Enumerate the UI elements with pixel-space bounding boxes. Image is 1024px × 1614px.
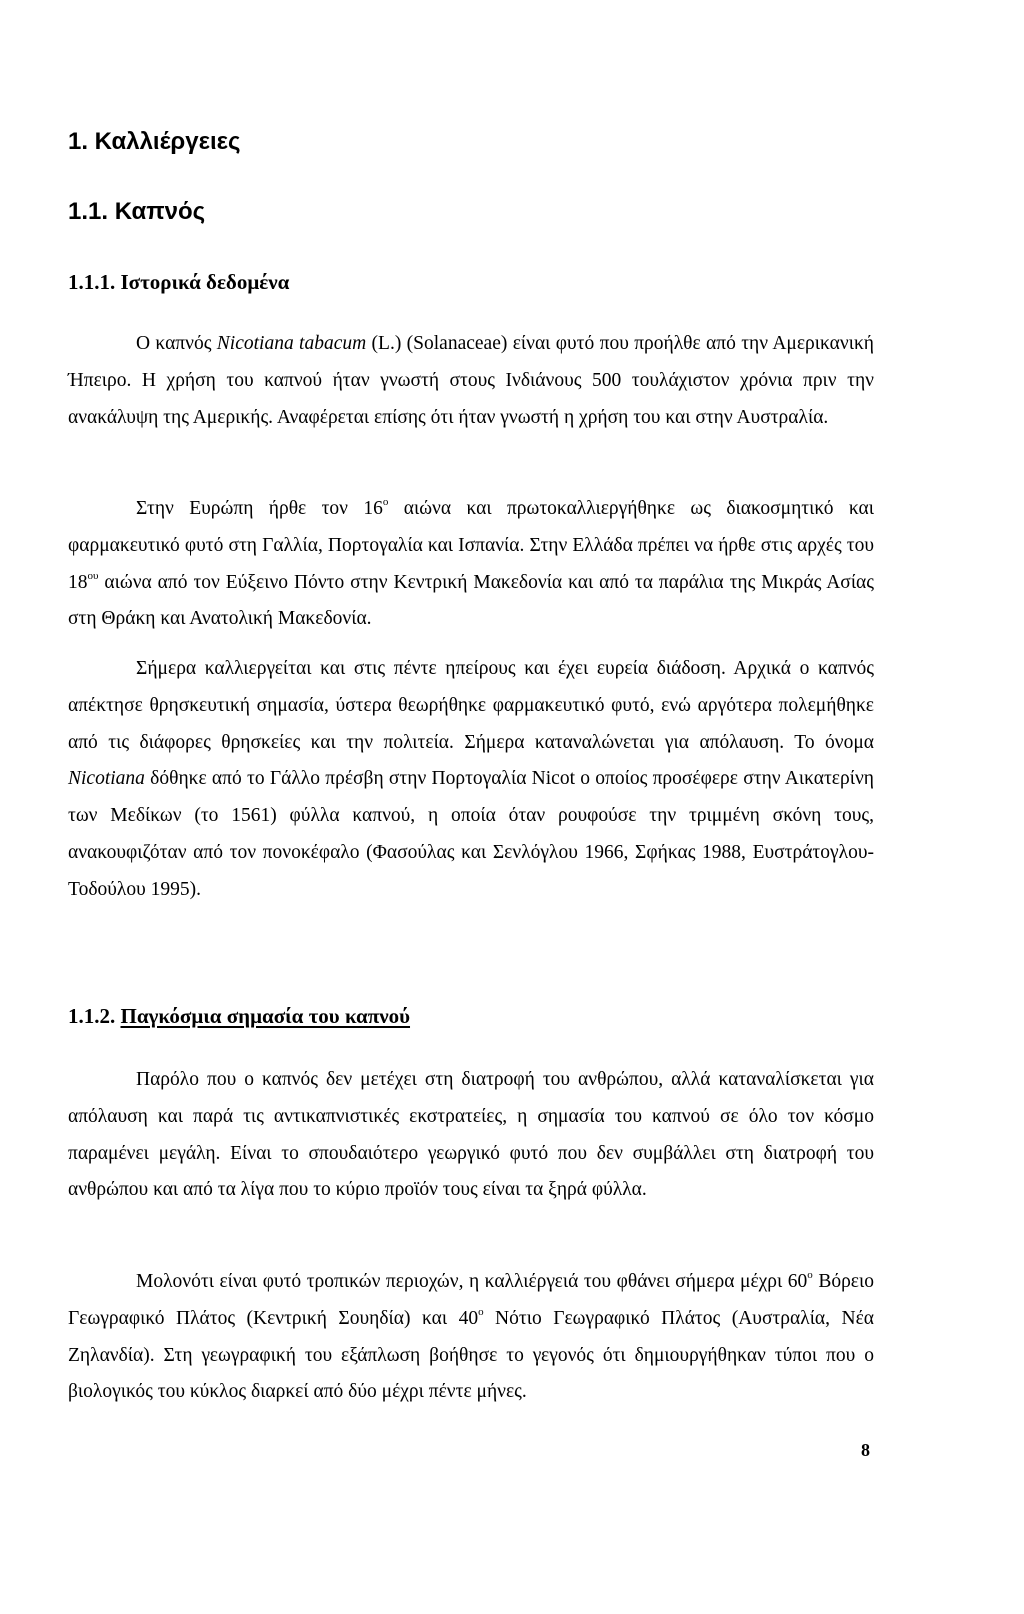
paragraph-distribution-text-b: Βόρειο Γεωγραφικό Πλάτος (Κεντρική Σουηδία) και 40 — [68, 1271, 874, 1329]
paragraph-europe — [68, 491, 874, 638]
paragraph-distribution-text-a: Μολονότι είναι φυτό τροπικών περιοχών, η καλλιέργειά του φθάνει σήμερα μέχρι 60 — [136, 1271, 808, 1292]
subsection-heading-importance — [68, 1004, 410, 1029]
paragraph-europe-text-c: αιώνα από τον Εύξεινο Πόντο στην Κεντρική Μακεδονία και από τα παράλια της Μικράς Ασίας στη Θράκη και Ανατολική Μακεδονία. — [68, 571, 874, 630]
section-heading: 1.1. Καπνός — [68, 198, 206, 225]
subsection-heading-history: 1.1.1. Ιστορικά δεδομένα — [68, 270, 290, 294]
subsection-title: Παγκόσμια σημασία του καπνού — [120, 1004, 411, 1028]
degree-sign: ο — [478, 1305, 484, 1318]
page-number: 8 — [861, 1440, 870, 1460]
subsection-number: 1.1.2. — [68, 1004, 116, 1028]
paragraph-origin-text-c: (L.) (Solanaceae) είναι φυτό που προήλθε από την Αμερικανική Ήπειρο. Η χρήση του καπνού ήταν γνωστή στους Ινδιάνους 500 τουλάχιστον χρόνια πριν την ανακάλυψη της Αμερικής. Αναφέρεται επίσης ότι ήταν γνωστή η χρήση του και στην Αυστραλία. — [68, 333, 874, 428]
species-name: Nicotiana tabacum — [216, 333, 367, 354]
paragraph-distribution — [68, 1264, 874, 1411]
paragraph-today — [68, 651, 874, 909]
paragraph-europe-text-a: Στην Ευρώπη ήρθε τον 16 — [136, 498, 383, 519]
paragraph-origin — [68, 326, 874, 436]
ordinal-suffix: ου — [87, 569, 99, 582]
chapter-heading: 1. Καλλιέργειες — [68, 128, 241, 155]
paragraph-distribution-text-c: Νότιο Γεωγραφικό Πλάτος (Αυστραλία, Νέα Ζηλανδία). Στη γεωγραφική του εξάπλωση βοήθησε το γεγονός ότι δημιουργήθηκαν τύποι που ο βιολογικός του κύκλος διαρκεί από δύο μέχρι πέντε μήνες. — [68, 1307, 874, 1403]
genus-name: Nicotiana — [68, 768, 145, 790]
paragraph-today-text-c: δόθηκε από το Γάλλο πρέσβη στην Πορτογαλία Nicot ο οποίος προσέφερε στην Αικατερίνη των Μεδίκων (το 1561) φύλλα καπνού, η οποία όταν ρουφούσε την τριμμένη σκόνη τους, ανακουφιζόταν από τον πονοκέφαλο (Φασούλας και Σενλόγλου 1966, Σφήκας 1988, Ευστράτογλου- Τοδούλου 1995). — [68, 768, 874, 900]
degree-sign: ο — [807, 1269, 813, 1281]
paragraph-europe-text-b: αιώνα και πρωτοκαλλιεργήθηκε ως διακοσμητικό και φαρμακευτικό φυτό στη Γαλλία, Πορτογαλία και Ισπανία. Στην Ελλάδα πρέπει να ήρθε στις αρχές του 18 — [68, 498, 874, 593]
paragraph-origin-text-a: Ο καπνός — [136, 333, 217, 354]
ordinal-suffix: ο — [382, 496, 389, 508]
paragraph-today-text-a: Σήμερα καλλιεργείται και στις πέντε ηπείρους και έχει ευρεία διάδοση. Αρχικά ο καπνός απέκτησε θρησκευτική σημασία, ύστερα θεωρήθηκε φαρμακευτικό φυτό, ενώ αργότερα πολεμήθηκε από τις διάφορες θρησκείες και την πολιτεία. Σήμερα καταναλώνεται για απόλαυση. Το όνομα — [68, 658, 874, 753]
paragraph-importance: Παρόλο που ο καπνός δεν μετέχει στη διατροφή του ανθρώπου, αλλά καταναλίσκεται για απόλαυση και παρά τις αντικαπνιστικές εκστρατείες, η σημασία του καπνού σε όλο τον κόσμο παραμένει μεγάλη. Είναι το σπουδαιότερο γεωργικό φυτό που δεν συμβάλλει στη διατροφή του ανθρώπου και από τα λίγα που το κύριο προϊόν τους είναι τα ξηρά φύλλα. — [68, 1069, 874, 1201]
